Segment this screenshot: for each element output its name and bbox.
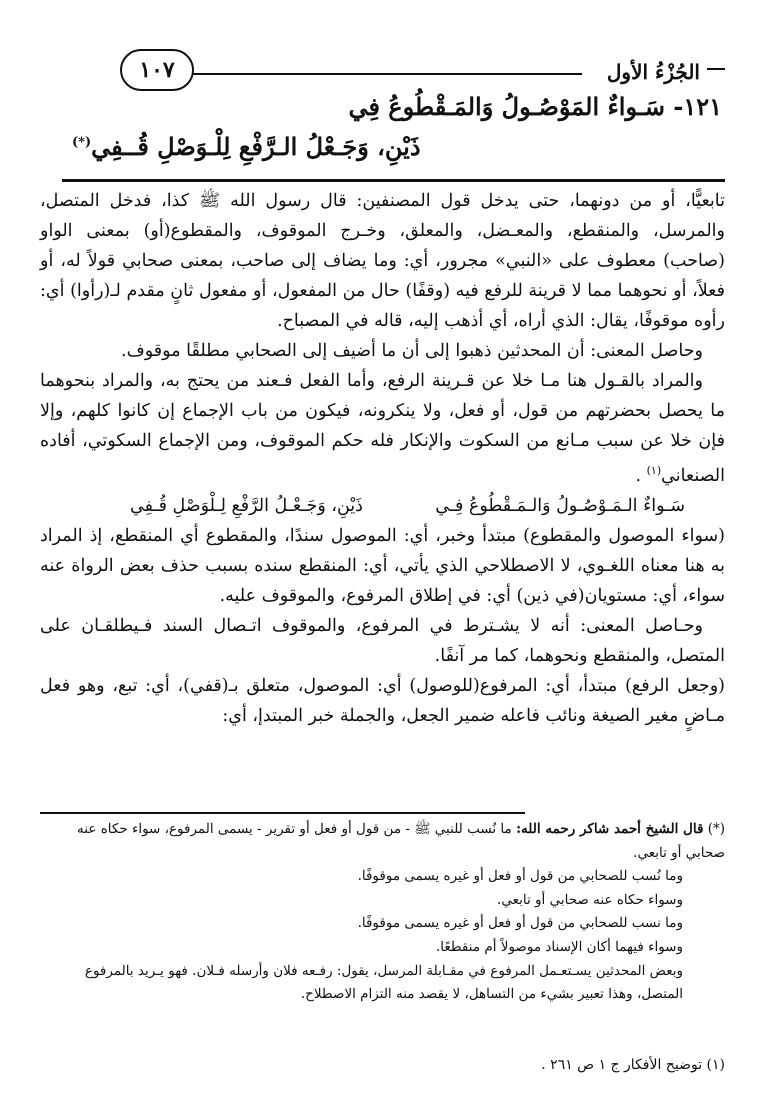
verse-line-2 (72, 132, 421, 161)
footnotes (40, 818, 725, 1007)
commentary-body (40, 186, 725, 731)
header-dash (707, 68, 725, 70)
paragraph-6: (وجعل الرفع) مبتدأ، أي: المرفوع(للوصول) أي: الموصول، متعلق بـ(قفي)، أي: تبع، وهو فعل مـاضٍ مغير الصيغة ونائب فاعله ضمير الجعل، والجملة خبر المبتدإ، أي: (40, 675, 725, 726)
paragraph-5: وحـاصل المعنى: أنه لا يشـترط في المرفوع، والموقوف اتـصال السند فـيطلقـان على المتصل، والمنقطع ونحوهما، كما مر آنفًا. (40, 615, 725, 666)
footnote-line: وما نُسب للصحابي من قول أو فعل أو غيره يسمى موقوفًا. (357, 868, 683, 885)
couplet-first-hemistich: سَـواءٌ الـمَـوْصُـولُ وَالـمَـقْطُوعُ فِـي (435, 495, 685, 516)
footnote-last: وبعض المحدثين يسـتعـمل المرفوع في مقـابلة المرسل، يقول: رفـعه فلان وأرسله فـلان. فهو يـريد بالمرفوع المتصل، وهذا تعبير بشيء من التساهل، لا يقصد منه التزام الاصطلاح. (84, 962, 683, 1003)
paragraph-1: تابعيًّا، أو من دونهما، حتى يدخل قول المصنفين: قال رسول الله ﷺ كذا، فدخل المتصل، والمرسل، والمنقطع، والمعـضل، والمعلق، وخـرج الموقوف، والمقطوع(أو) بمعنى الواو (صاحب) معطوف على «النبي» مجرور، أي: وما يضاف إلى صاحب، بمعنى صحابي قولاً له، أو فعلاً، أو نحوهما مما لا قرينة للرفع فيه (وقفًا) حال من المفعول، أو مفعول ثانٍ مقدم لـ(رأوا) أي: رأوه موقوفًا، يقال: الذي أراه، أي أذهب إليه، قاله في المصباح. (40, 191, 725, 331)
footnote-author: قال الشيخ أحمد شاكر رحمه الله: (516, 821, 704, 837)
header-rule (192, 73, 582, 75)
footnote-star-mark: (*) (707, 821, 725, 837)
footnote-rule (40, 812, 525, 814)
footnote-line: وسواء فيهما أكان الإسناد موصولاً أم منقطعًا. (435, 938, 683, 955)
paragraph-3-text: والمراد بالقـول هنا مـا خلا عن قـرينة الرفع، وأما الفعل فـعند من يحتج به، والمراد بنحوهما ما يحصل بحضرتهم من قول، أو فعل، ولا ينكرونه، فيكون من باب الإجماع إن كانوا كلهم، وإلا فإن خلا عن سبب مـانع من السكوت والإنكار فله حكم الموقوف، ومن الإجماع السكوتي، أفاده الصنعاني (40, 371, 725, 486)
paragraph-2: وحاصل المعنى: أن المحدثين ذهبوا إلى أن ما أضيف إلى الصحابي مطلقًا موقوف. (121, 341, 703, 361)
verse-couplet (40, 491, 725, 521)
footnote-reference-1: (١) توضيح الأفكار ج ١ ص ٢٦١ . (541, 1057, 725, 1073)
footnote-star (40, 818, 725, 865)
running-head-title: الجُزْءُ الأول (606, 60, 700, 84)
verse-line-1: ١٢١- سَـواءٌ المَوْصُـولُ وَالمَـقْطُوعُ فِي (348, 92, 722, 121)
paragraph-4: (سواء الموصول والمقطوع) مبتدأ وخبر، أي: الموصول سندًا، والمقطوع أي المنقطع، إذ المراد به هنا معناه اللغـوي، لا الاصطلاحي الذي يأتي، أي: المنقطع سنده بسبب حذف بعض الرواة عنه سواء، أي: مستويان(في ذين) أي: في إطلاق المرفوع، والموقوف عليه. (40, 525, 725, 606)
footnote-ref-1: (١) (646, 464, 662, 477)
footnote-line: وسواء حكاه عنه صحابي أو تابعي. (497, 891, 683, 908)
verse-line-2-text: ذَيْنِ، وَجَـعْلُ الـرَّفْعِ لِلْـوَصْلِ قُــفِي (91, 132, 421, 161)
couplet-second-hemistich: ذَيْنِ، وَجَـعْـلُ الرَّفْعِ لِـلْوَصْلِ قُـفِي (130, 495, 363, 516)
verse-footnote-mark: (*) (72, 135, 92, 150)
page-number: ١٠٧ (120, 49, 194, 91)
verse-rule (62, 179, 725, 182)
footnote-line: وما نسب للصحابي من قول أو فعل أو غيره يسمى موقوفًا. (357, 915, 683, 932)
footnote-star-text: ما نُسب للنبي ﷺ - من قول أو فعل أو تقرير - يسمى المرفوع، سواء حكاه عنه صحابي أو تابعي. (77, 821, 725, 861)
paragraph-3: والمراد بالقـول هنا مـا خلا عن قـرينة الرفع، وأما الفعل فـعند من يحتج به، والمراد بنحوهما ما يحصل بحضرتهم من قول، أو فعل، ولا ينكرونه، فيكون من باب الإجماع إن كانوا كلهم، وإلا فإن خلا عن سبب مـانع من السكوت والإنكار فله حكم الموقوف، ومن الإجماع السكوتي، أفاده الصنعاني$^{(١)}$ . (40, 371, 725, 486)
